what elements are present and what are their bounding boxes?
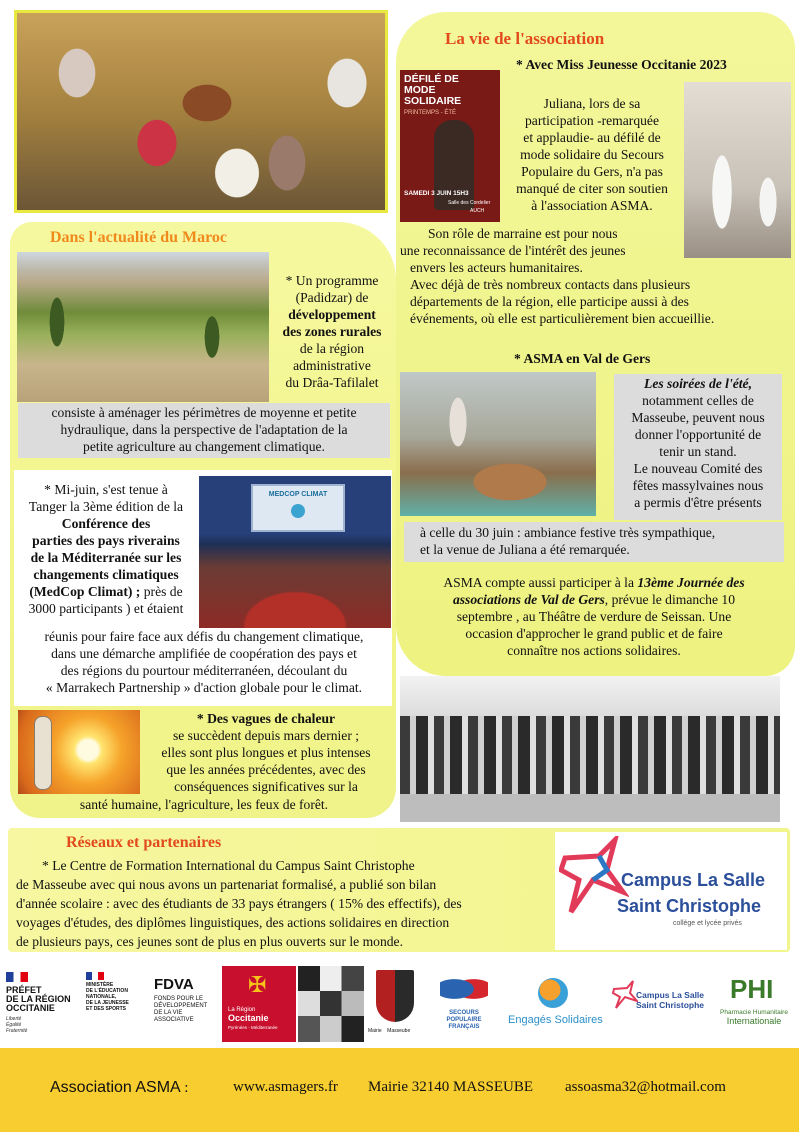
logo-mosaic xyxy=(298,966,364,1042)
journee-text: ASMA compte aussi participer à la 13ème Journée des associations de Val de Gers, prévue le dimanche 10 septembre , au Théâtre de verdure de Seissan. Une occasion d'approcher le grand public et de faire connaître nos actions solidaires. xyxy=(443,575,745,658)
conference-tail: réunis pour faire face aux défis du changement climatique, dans une démarche amplifiée de coopération des pays et des régions du pourtour méditerranéen, découlant du « Marrakech Partnership » d'action globale pour le climat. xyxy=(44,629,364,695)
photo-medcop-conference xyxy=(199,476,391,628)
poster-defile: DÉFILÉ DE MODE SOLIDAIRE PRINTEMPS - ÉTÉ SAMEDI 3 JUIN 15H3 Salle des Cordelier AUCH xyxy=(400,70,500,222)
footer-address: Mairie 32140 MASSEUBE xyxy=(368,1079,533,1095)
photo-heatwave-sun xyxy=(18,710,140,794)
soirees-tail: à celle du 30 juin : ambiance festive très sympathique, et la venue de Juliana a été remarquée. xyxy=(420,525,716,557)
photo-gathering xyxy=(14,10,388,213)
logo-region-occitanie: ✠ La Région Occitanie Pyrénées - Méditerranée xyxy=(222,966,296,1042)
hands-icon xyxy=(440,972,488,1006)
campus-logo-large: Campus La Salle Saint Christophe collège et lycée privés xyxy=(555,832,787,950)
logo-secours-populaire: SECOURS POPULAIRE FRANÇAIS xyxy=(426,966,502,1042)
miss-text: Juliana, lors de sa participation -remarquée et applaudie- au défilé de mode solidaire du Secours Populaire du Gers, n'a pas manqué de citer son soutien à l'association ASMA. xyxy=(516,96,668,213)
photo-stand xyxy=(400,372,596,516)
photo-landscape xyxy=(17,252,269,402)
val-de-gers-heading: * ASMA en Val de Gers xyxy=(514,351,651,366)
heat-tail: santé humaine, l'agriculture, les feux de forêt. xyxy=(79,797,329,812)
logo-campus-small: Campus La Salle Saint Christophe xyxy=(610,966,712,1042)
programme-tail: consiste à aménager les périmètres de moyenne et petite hydraulique, dans la perspective de l'adaptation de la petite agriculture au changement climatique. xyxy=(51,405,357,454)
logo-engages-solidaires: Engagés Solidaires xyxy=(504,966,608,1042)
coat-of-arms-icon xyxy=(376,970,414,1022)
footer-association: Association ASMA : xyxy=(50,1079,189,1096)
logo-phi: PHI Pharmacie Humanitaire Internationale xyxy=(714,966,794,1042)
bullet: * xyxy=(285,273,293,288)
miss-text2: Son rôle de marraine est pour nous une reconnaissance de l'intérêt des jeunes envers les acteurs humanitaires. Avec déjà de très nombreux contacts dans plusieurs départements de la région, elle participe aussi à des événements, où elle est particulièrement bien accueillie. xyxy=(400,226,715,326)
photo-children xyxy=(400,676,780,822)
conference-text: * Mi-juin, s'est tenue à Tanger la 3ème édition de la Conférence des parties des pays riverains de la Méditerranée sur les changements climatiques (MedCop Climat) ; près de 3000 participants ) et étaient xyxy=(28,482,184,616)
logo-mairie-masseube: Mairie Masseube xyxy=(366,966,424,1042)
programme-text: * Un programme (Padidzar) de développement des zones rurales de la région administrative du Drâa-Tafilalet xyxy=(282,273,382,390)
occitan-cross-icon: ✠ xyxy=(248,972,267,997)
footer-website[interactable]: www.asmagers.fr xyxy=(233,1079,338,1095)
soirees-text: Les soirées de l'été, notamment celles de Masseube, peuvent nous donner l'opportunité de tenir un stand. Le nouveau Comité des fêtes massylvaines nous a permis d'être présents xyxy=(631,376,765,510)
network-title: Réseaux et partenaires xyxy=(66,834,222,851)
campus-star-small-icon xyxy=(612,980,638,1010)
logo-fdva: FDVA FONDS POUR LE DÉVELOPPEMENT DE LA VIE ASSOCIATIVE xyxy=(146,966,220,1042)
logo-ministere: MINISTÈRE DE L'ÉDUCATION NATIONALE, DE LA JEUNESSE ET DES SPORTS xyxy=(82,966,146,1042)
medcop-banner: MEDCOP CLIMAT xyxy=(268,491,328,498)
morocco-title: Dans l'actualité du Maroc xyxy=(50,229,228,246)
miss-heading: * Avec Miss Jeunesse Occitanie 2023 xyxy=(516,57,727,72)
logo-prefet: PRÉFET DE LA RÉGION OCCITANIE Liberté Égalité Fraternité xyxy=(4,966,80,1042)
thermometer-icon xyxy=(34,716,52,790)
medcop-screen xyxy=(251,484,345,532)
footer-email[interactable]: assoasma32@hotmail.com xyxy=(565,1079,726,1095)
association-title: La vie de l'association xyxy=(445,29,605,48)
network-text: * Le Centre de Formation International du Campus Saint Christophe de Masseube avec qui nous avons un partenariat formalisé, a publié son bilan d'année scolaire : avec des étudiants de 33 pays étrangers ( 15% des effectifs), des voyages d'études, des diplômes linguistiques, des actions solidaires en direction de plusieurs pays, ces jeunes sont de plus en plus ouverts sur le monde. xyxy=(16,858,462,949)
heat-text: * Des vagues de chaleur se succèdent depuis mars dernier ; elles sont plus longues et plus intenses que les années précédentes, avec des conséquences significatives sur la xyxy=(161,711,371,794)
globe-icon xyxy=(538,978,568,1008)
